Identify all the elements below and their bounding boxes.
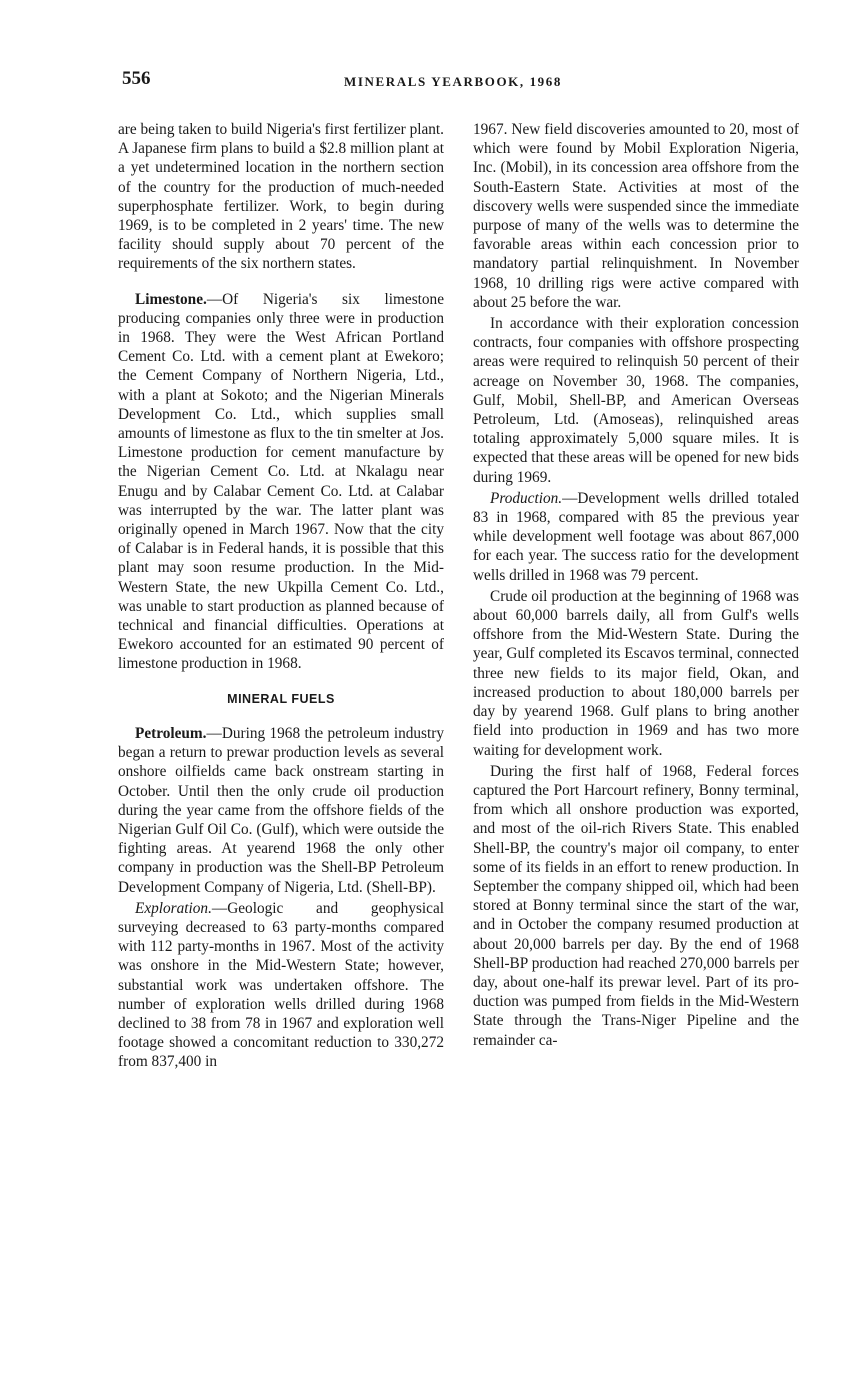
page-header (0, 68, 857, 98)
petroleum-heading: Petroleum. (135, 724, 207, 742)
paragraph-discoveries: 1967. New field discoveries amounted to 20, most of which were found by Mobil Exploration Nigeria, Inc. (Mobil), in its concession area offshore from the South-Eastern State. Activities at most of the discovery wells were suspended since the immediate purpose of many of the wells was to determine the favorable areas within each concession prior to mandatory partial relinquishment. In November 1968, 10 drilling rigs were active compared with about 25 before the war. (473, 121, 799, 311)
left-column (118, 120, 444, 1072)
running-title: MINERALS YEARBOOK, 1968 (344, 74, 562, 89)
paragraph-relinquishment: In accordance with their exploration concession contracts, four companies with offshore prospecting areas were required to relinquish 50 percent of their acreage on November 30, 1968. The companies, Gulf, Mobil, Shell-BP, and American Overseas Petroleum, Ltd. (Amoseas), relinquished areas totaling approximately 5,000 square miles. It is expected that these areas will be opened for new bids during 1969. (473, 315, 799, 486)
petroleum-body: —During 1968 the petroleum industry began a return to prewar production levels as several onshore oilfields came back onstream starting in October. Until then the only crude oil production during the year came from the offshore fields of the Nigerian Gulf Oil Co. (Gulf), which were outside the fighting areas. At yearend 1968 the only other company in production was the Shell-BP Petroleum Development Company of Nigeria, Ltd. (Shell-BP). (118, 724, 444, 896)
paragraph-petroleum (118, 724, 444, 897)
right-column (473, 120, 799, 1050)
paragraph-production (473, 489, 799, 585)
paragraph-shell-bp: During the first half of 1968, Federal forces captured the Port Harcourt refinery, Bonny terminal, from which all onshore production was exported, and most of the oil-rich Rivers State. This enabled Shell-BP, the country's major oil company, to enter some of its fields in an effort to renew production. In September the company shipped oil, which had been stored at Bonny terminal since the start of the war, and in October the company resumed production at about 20,000 barrels per day. By the end of 1968 Shell-BP production had reached 270,000 barrels per day, about one-half its prewar level. Part of its production was pumped from fields in the Mid-Western State through the Trans-Niger Pipeline and the remainder ca- (473, 762, 799, 1049)
production-body: —Development wells drilled totaled 83 in 1968, compared with 85 the previous year while development well footage was about 867,000 for each year. The success ratio for the development wells drilled in 1968 was 79 percent. (473, 489, 799, 584)
paragraph-fertilizer: are being taken to build Nigeria's first fertilizer plant. A Japanese firm plans to build a $2.8 million plant at a yet undetermined location in the northern section of the country for the production of much-needed superphosphate fertilizer. Work, to begin during 1969, is to be completed in 2 years' time. The new facility should supply about 70 percent of the requirements of the six northern states. (118, 121, 444, 273)
paragraph-crude-oil: Crude oil production at the beginning of 1968 was about 60,000 barrels daily, all from Gulf's wells offshore from the Mid-Western State. During the year, Gulf completed its Escavos terminal, connected three new fields to its major field, Okan, and increased production to about 180,000 barrels per day by yearend 1968. Gulf plans to bring another field into production in 1969 and has two more waiting for development work. (473, 587, 799, 759)
exploration-body: —Geologic and geophysical surveying decreased to 63 party-months compared with 112 party-months in 1967. Most of the activity was onshore in the Mid-Western State; however, substantial work was undertaken offshore. The number of exploration wells drilled during 1968 declined to 38 from 78 in 1967 and exploration well footage showed a concomitant reduction to 330,272 from 837,400 in (118, 899, 444, 1071)
limestone-heading: Limestone. (135, 290, 207, 308)
paragraph-limestone (118, 290, 444, 674)
exploration-heading: Exploration. (135, 899, 212, 917)
section-heading-mineral-fuels: MINERAL FUELS (227, 691, 335, 706)
production-heading: Production. (490, 489, 563, 507)
page-number: 556 (122, 68, 151, 89)
limestone-body: —Of Nigeria's six limestone producing companies only three were in production in 1968. They were the West African Portland Cement Co. Ltd. with a cement plant at Ewekoro; the Cement Company of Northern Nigeria, Ltd., with a plant at Sokoto; and the Nigerian Minerals Development Co. Ltd., which supplies small amounts of limestone as flux to the tin smelter at Jos. Limestone production for cement manufacture by the Nigerian Cement Co. Ltd. at Nkalagu near Enugu and by Calabar Cement Co. Ltd. at Calabar was interrupted by the war. The latter plant was originally opened in March 1967. Now that the city of Calabar is in Federal hands, it is possible that this plant may soon resume production. In the Mid-Western State, the new Ukpilla Cement Co. Ltd., was unable to start production as planned because of technical and financial difficulties. Operations at Ewekoro accounted for an estimated 90 percent of limestone production in 1968. (118, 290, 444, 673)
paragraph-exploration (118, 899, 444, 1072)
